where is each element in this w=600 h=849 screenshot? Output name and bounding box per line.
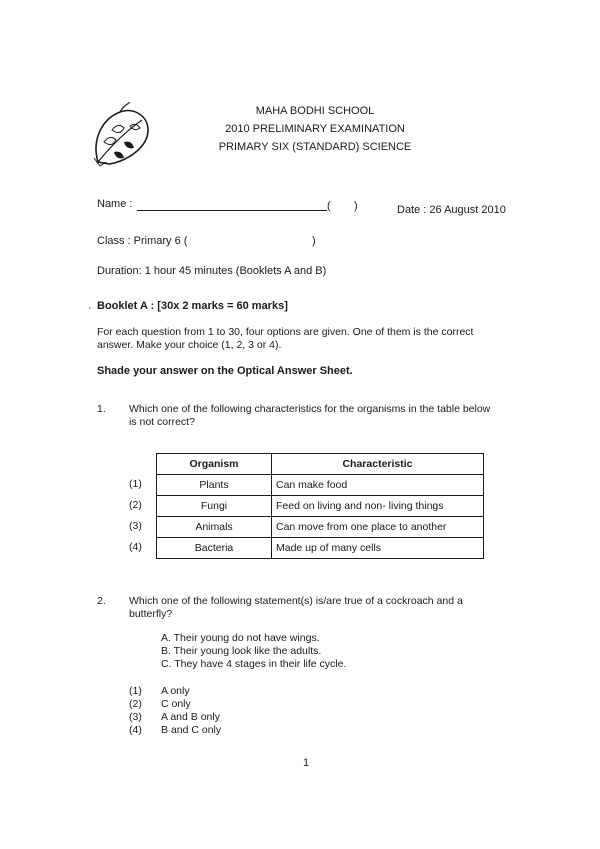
table-cell-organism: Plants: [157, 475, 272, 496]
margin-dot: ·: [88, 302, 92, 314]
table-cell-characteristic: Can move from one place to another: [272, 517, 484, 538]
subject-title: PRIMARY SIX (STANDARD) SCIENCE: [218, 141, 412, 153]
class-label: Class : Primary 6 (: [97, 235, 188, 247]
table-row: [157, 538, 484, 559]
school-name: MAHA BODHI SCHOOL: [255, 105, 375, 117]
q2-option-label: (4): [129, 724, 142, 736]
q1-option-label: (1): [129, 478, 142, 490]
school-logo-leaf-icon: [90, 102, 152, 172]
name-register-close: ): [354, 200, 358, 212]
class-field[interactable]: [190, 237, 310, 247]
instructions-line1: For each question from 1 to 30, four options are given. One of them is the correct: [97, 326, 474, 338]
q1-option-label: (3): [129, 520, 142, 532]
q1-option-label: (4): [129, 541, 142, 553]
name-field[interactable]: [137, 210, 327, 211]
table-cell-characteristic: Made up of many cells: [272, 538, 484, 559]
table-row: [157, 475, 484, 496]
q2-option-label: (2): [129, 698, 142, 710]
booklet-title: Booklet A : [30x 2 marks = 60 marks]: [97, 300, 288, 312]
organism-table: [156, 453, 484, 559]
table-row: [157, 496, 484, 517]
q2-option-text: A only: [161, 685, 190, 697]
q1-text-line2: is not correct?: [129, 416, 195, 428]
q1-number: 1.: [97, 403, 106, 415]
name-label: Name :: [97, 198, 133, 210]
table-header-row: [157, 454, 484, 475]
q2-option-label: (1): [129, 685, 142, 697]
q1-text-line1: Which one of the following characteristics for the organisms in the table below: [129, 403, 491, 415]
q2-statement: B. Their young look like the adults.: [161, 645, 322, 657]
q2-statement: C. They have 4 stages in their life cycle.: [161, 658, 347, 670]
duration-text: Duration: 1 hour 45 minutes (Booklets A and B): [97, 265, 327, 277]
table-cell-characteristic: Feed on living and non- living things: [272, 496, 484, 517]
q2-text-line2: butterfly?: [129, 608, 173, 620]
instructions-line2: answer. Make your choice (1, 2, 3 or 4).: [97, 339, 282, 351]
q2-number: 2.: [97, 595, 106, 607]
table-header-organism: Organism: [157, 454, 272, 475]
q2-option-text: C only: [161, 698, 191, 710]
exam-date: Date : 26 August 2010: [397, 204, 506, 216]
shade-instruction: Shade your answer on the Optical Answer Sheet.: [97, 365, 353, 377]
table-cell-organism: Bacteria: [157, 538, 272, 559]
q2-statement: A. Their young do not have wings.: [161, 632, 320, 644]
q1-option-label: (2): [129, 499, 142, 511]
table-row: [157, 517, 484, 538]
q2-text-line1: Which one of the following statement(s) is/are true of a cockroach and a: [129, 595, 463, 607]
q2-option-label: (3): [129, 711, 142, 723]
name-register-open: (: [327, 200, 331, 212]
q2-option-text: B and C only: [161, 724, 222, 736]
table-cell-organism: Animals: [157, 517, 272, 538]
table-header-characteristic: Characteristic: [272, 454, 484, 475]
class-close-bracket: ): [312, 235, 316, 247]
page-number: 1: [303, 757, 310, 769]
q2-option-text: A and B only: [161, 711, 220, 723]
table-cell-characteristic: Can make food: [272, 475, 484, 496]
exam-title: 2010 PRELIMINARY EXAMINATION: [225, 123, 405, 135]
table-cell-organism: Fungi: [157, 496, 272, 517]
